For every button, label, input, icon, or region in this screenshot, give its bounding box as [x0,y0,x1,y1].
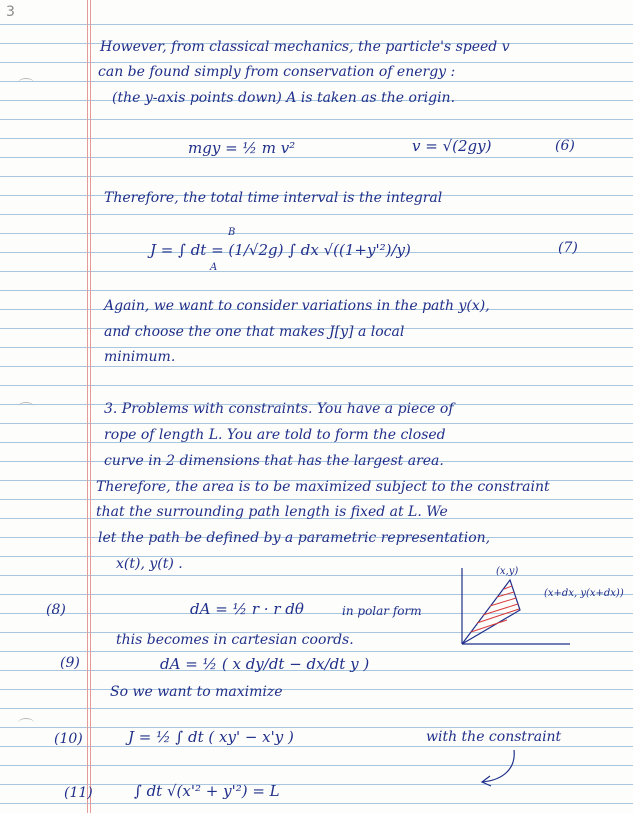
binder-hole-middle [18,402,34,412]
section3-line4: Therefore, the area is to be maximized subject to the constraint [96,479,550,495]
equation-8: dA = ½ r · r dθ [190,600,304,618]
maximize-text: So we want to maximize [110,684,283,700]
equation-10: J = ½ ∫ dt ( xy' − x'y ) [128,728,294,746]
equation-7: J = ∫ dt = (1/√2g) ∫ dx √((1+y'²)/y) [150,241,411,259]
equation-9-label: (9) [60,655,80,671]
binder-hole-bottom [18,718,34,728]
binder-hole-top [18,78,34,88]
paragraph3-line2: and choose the one that makes J[y] a local [104,324,405,340]
margin-line-right [90,0,91,813]
section3-line3: curve in 2 dimensions that has the largest area. [104,453,444,469]
equation-11-label: (11) [64,785,93,801]
paragraph1-line1: However, from classical mechanics, the particle's speed v [100,39,510,55]
equation-11: ∫ dt √(x'² + y'²) = L [134,782,280,800]
section3-line1: 3. Problems with constraints. You have a piece of [104,401,454,417]
paragraph1-line2: can be found simply from conservation of energy : [98,64,456,80]
area-element-diagram [452,562,632,652]
equation-6-lhs: mgy = ½ m v² [188,139,296,157]
equation-8-label: (8) [46,602,66,618]
paragraph3-line1: Again, we want to consider variations in the path y(x), [104,298,490,314]
equation-7-lower-limit: A [210,262,218,273]
section3-line7: x(t), y(t) . [116,556,183,572]
paragraph1-line3: (the y-axis points down) A is taken as the origin. [112,90,456,106]
section3-line5: that the surrounding path length is fixed at L. We [96,504,448,520]
section3-line6: let the path be defined by a parametric representation, [98,530,491,546]
margin-line-left [87,0,88,813]
page-number: 3 [6,4,15,20]
equation-10-label: (10) [54,731,83,747]
paragraph3-line3: minimum. [104,349,176,365]
equation-6-rhs: v = √(2gy) [412,137,492,155]
equation-7-upper-limit: B [228,227,236,238]
paragraph2: Therefore, the total time interval is the integral [104,190,443,206]
cartesian-text: this becomes in cartesian coords. [116,632,354,648]
equation-8-note: in polar form [342,604,422,618]
equation-6-label: (6) [555,138,575,154]
equation-7-label: (7) [558,240,578,256]
equation-10-note: with the constraint [426,729,562,745]
diagram-point-x-plus-dx: (x+dx, y(x+dx)) [544,588,624,599]
diagram-point-xy: (x,y) [496,566,519,577]
section3-line2: rope of length L. You are told to form the closed [104,427,446,443]
constraint-arrow [476,746,526,790]
equation-9: dA = ½ ( x dy/dt − dx/dt y ) [160,655,370,673]
